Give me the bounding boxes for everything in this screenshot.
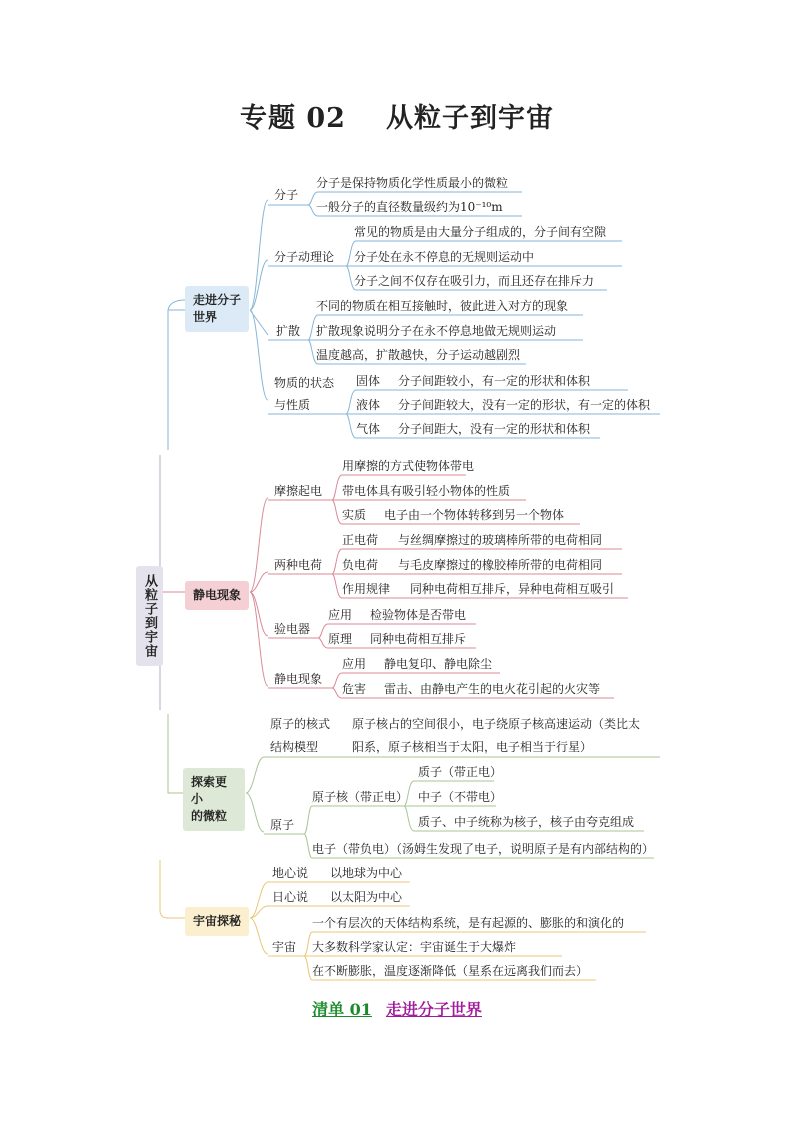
jingdian-yingyong-key: 应用: [342, 657, 367, 671]
dongli-item-3: 分子之间不仅存在吸引力，而且还存在排斥力: [354, 274, 595, 288]
moxing-label-1: 原子的核式: [270, 717, 331, 731]
guti-value: 分子间距较小，有一定的形状和体积: [398, 374, 591, 388]
moxing-label-2: 结构模型: [270, 740, 319, 754]
shizhi-key: 实质: [342, 508, 367, 522]
zuoyong-value: 同种电荷相互排斥，异种电荷相互吸引: [410, 582, 615, 596]
s3-node-line2: 的微粒: [191, 809, 228, 823]
qiti-key: 气体: [356, 422, 381, 436]
zuoyong-key: 作用规律: [342, 582, 391, 596]
yuzhou-item-1: 一个有层次的天体结构系统，是有起源的、膨胀的和演化的: [312, 916, 625, 930]
jingdian-weihai-key: 危害: [342, 682, 367, 696]
zhongzi-item: 中子（不带电）: [418, 790, 503, 804]
jingdian-yingyong-value: 静电复印、静电除尘: [384, 657, 493, 671]
liangzhong-label: 两种电荷: [274, 558, 323, 572]
s1-root-link2: [168, 300, 185, 310]
jingdian-label: 静电现象: [274, 672, 323, 686]
mocha-item-1: 用摩擦的方式使物体带电: [342, 459, 475, 473]
moxing-value-2: 阳系，原子核相当于太阳，电子相当于行星）: [352, 740, 593, 754]
yuanzihe-label: 原子核（带正电）: [312, 790, 409, 804]
qiti-value: 分子间距大，没有一定的形状和体积: [398, 422, 591, 436]
mocha-item-2: 带电体具有吸引轻小物体的性质: [342, 484, 511, 498]
yuanzi-label: 原子: [270, 818, 295, 832]
root-node: 从粒子到宇宙: [136, 566, 163, 666]
fenzi-item-2: 一般分子的直径数量级约为10⁻¹⁰m: [316, 200, 503, 214]
kuosan-item-1: 不同的物质在相互接触时，彼此进入对方的现象: [316, 299, 569, 313]
moxing-value-1: 原子核占的空间很小，电子绕原子核高速运动（类比太: [352, 717, 641, 731]
s4-branch: [250, 882, 268, 954]
zhengdianhe-value: 与丝绸摩擦过的玻璃棒所带的电荷相同: [398, 533, 603, 547]
shizhi-value: 电子由一个物体转移到另一个物体: [384, 508, 565, 522]
fenzi-label: 分子: [274, 188, 299, 202]
guti-key: 固体: [356, 374, 381, 388]
yuzhou-item-3: 在不断膨胀，温度逐渐降低（星系在远离我们而去）: [312, 964, 589, 978]
dianzi-item: 电子（带负电）（汤姆生发现了电子，说明原子是有内部结构的）: [312, 842, 655, 856]
fudianhe-key: 负电荷: [342, 558, 379, 572]
s4-root-link: [160, 860, 185, 918]
yuzhou-item-2: 大多数科学家认定：宇宙诞生于大爆炸: [312, 940, 517, 954]
yandianqi-yuanli-value: 同种电荷相互排斥: [370, 632, 467, 646]
s1-branch: [250, 200, 268, 400]
section-heading: [0, 997, 794, 1020]
yandianqi-label: 验电器: [274, 622, 311, 636]
dixin-value: 以地球为中心: [330, 866, 403, 880]
dixin-key: 地心说: [272, 866, 309, 880]
fenzi-item-1: 分子是保持物质化学性质最小的微粒: [316, 176, 509, 190]
s1-node: 走进分子世界: [185, 286, 249, 332]
dongli-item-2: 分子处在永不停息的无规则运动中: [354, 250, 535, 264]
title-part2: 从粒子到宇宙: [385, 103, 554, 134]
kuosan-item-3: 温度越高，扩散越快，分子运动越剧烈: [316, 348, 521, 362]
rixin-key: 日心说: [272, 890, 309, 904]
s3-node-line1: 探索更小: [191, 775, 228, 806]
zhengdianhe-key: 正电荷: [342, 533, 379, 547]
zhizi-item: 质子（带正电）: [418, 765, 503, 779]
zhuangtai-label-1: 物质的状态: [274, 376, 335, 390]
kuosan-label: 扩散: [276, 324, 301, 338]
yandianqi-yingyong-key: 应用: [328, 608, 353, 622]
s2-node: 静电现象: [185, 581, 249, 610]
dongli-item-1: 常见的物质是由大量分子组成的，分子间有空隙: [354, 225, 607, 239]
yandianqi-yuanli-key: 原理: [328, 632, 353, 646]
fudianhe-value: 与毛皮摩擦过的橡胶棒所带的电荷相同: [398, 558, 603, 572]
dongli-label: 分子动理论: [274, 250, 335, 264]
s3-branch: [246, 757, 264, 832]
yeti-value: 分子间距较大，没有一定的形状，有一定的体积: [398, 398, 651, 412]
section-number: 清单 01: [312, 1000, 372, 1019]
s4-node: 宇宙探秘: [185, 907, 249, 936]
hezi-item: 质子、中子统称为核子，核子由夸克组成: [418, 815, 635, 829]
yuzhou-label: 宇宙: [272, 940, 297, 954]
zhuangtai-label-2: 与性质: [274, 398, 311, 412]
jingdian-weihai-value: 雷击、由静电产生的电火花引起的火灾等: [384, 682, 601, 696]
yandianqi-yingyong-value: 检验物体是否带电: [370, 608, 467, 622]
s2-branch: [250, 498, 268, 686]
section-text: 走进分子世界: [385, 1000, 482, 1019]
yeti-key: 液体: [356, 398, 381, 412]
s3-node: [183, 768, 245, 831]
kuosan-item-2: 扩散现象说明分子在永不停息地做无规则运动: [316, 324, 557, 338]
mocha-label: 摩擦起电: [274, 484, 323, 498]
rixin-value: 以太阳为中心: [330, 890, 403, 904]
title-part1: 专题 02: [240, 103, 346, 134]
s1-root-link: [168, 310, 185, 450]
